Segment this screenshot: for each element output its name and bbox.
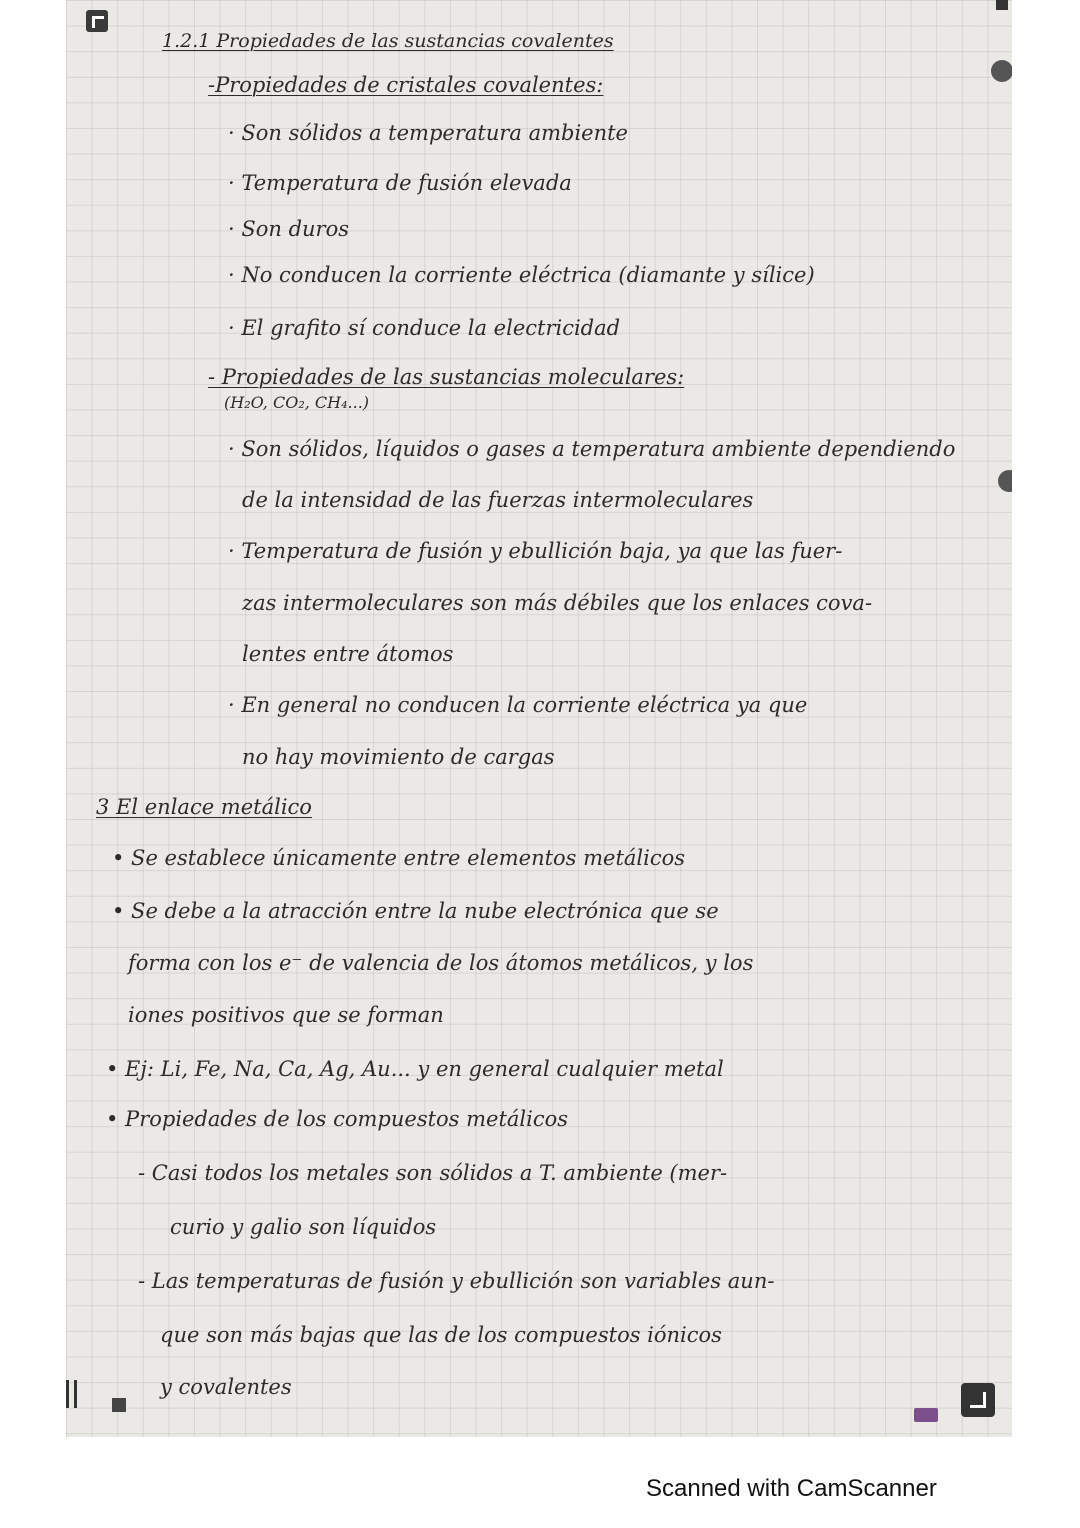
notebook-page — [66, 0, 1012, 1437]
binder-hole — [998, 470, 1012, 492]
dash-continuation: que son más bajas que las de los compuestos iónicos — [160, 1323, 722, 1347]
bullet-item: · Temperatura de fusión elevada — [228, 171, 572, 195]
bullet-continuation: de la intensidad de las fuerzas intermoleculares — [242, 488, 754, 512]
binder-hole — [991, 60, 1012, 82]
subheading: -Propiedades de cristales covalentes: — [208, 73, 604, 97]
bullet-item: · Son duros — [228, 217, 350, 241]
bullet-continuation: forma con los e⁻ de valencia de los átomos metálicos, y los — [128, 951, 754, 975]
dash-continuation: curio y galio son líquidos — [170, 1215, 437, 1239]
formula-list: (H₂O, CO₂, CH₄...) — [224, 393, 370, 412]
edge-mark — [996, 0, 1008, 10]
bullet-item: • Se establece únicamente entre elementos metálicos — [112, 846, 686, 870]
bullet-item: · No conducen la corriente eléctrica (diamante y sílice) — [228, 263, 815, 287]
bullet-continuation: lentes entre átomos — [242, 642, 454, 666]
bullet-item: • Se debe a la atracción entre la nube electrónica que se — [112, 899, 719, 923]
bullet-item: · En general no conducen la corriente eléctrica ya que — [228, 693, 808, 717]
edge-mark — [74, 1380, 77, 1408]
edge-mark — [112, 1398, 126, 1412]
dash-item: - Las temperaturas de fusión y ebullición son variables aun- — [138, 1269, 775, 1293]
dash-item: - Casi todos los metales son sólidos a T. ambiente (mer- — [138, 1161, 728, 1185]
bullet-item: · Son sólidos, líquidos o gases a temperatura ambiente dependiendo — [228, 437, 956, 461]
bullet-item: · Son sólidos a temperatura ambiente — [228, 121, 628, 145]
subheading: - Propiedades de las sustancias moleculares: — [208, 365, 685, 389]
bullet-continuation: iones positivos que se forman — [128, 1003, 444, 1027]
section-heading: 1.2.1 Propiedades de las sustancias covalentes — [162, 30, 614, 52]
dash-continuation: y covalentes — [160, 1375, 292, 1399]
section-heading: 3 El enlace metálico — [96, 795, 312, 819]
scanner-watermark: Scanned with CamScanner — [646, 1475, 937, 1502]
bullet-item: · Temperatura de fusión y ebullición baja, ya que las fuer- — [228, 539, 843, 563]
bullet-item: • Propiedades de los compuestos metálicos — [106, 1107, 569, 1131]
page-corner-icon — [961, 1383, 995, 1417]
bullet-continuation: no hay movimiento de cargas — [242, 745, 555, 769]
ink-smudge — [914, 1408, 938, 1422]
bullet-continuation: zas intermoleculares son más débiles que los enlaces cova- — [242, 591, 873, 615]
bullet-item: • Ej: Li, Fe, Na, Ca, Ag, Au... y en general cualquier metal — [106, 1057, 724, 1081]
bullet-item: · El grafito sí conduce la electricidad — [228, 316, 621, 340]
edge-mark — [66, 1380, 69, 1408]
app-corner-icon — [86, 10, 108, 32]
